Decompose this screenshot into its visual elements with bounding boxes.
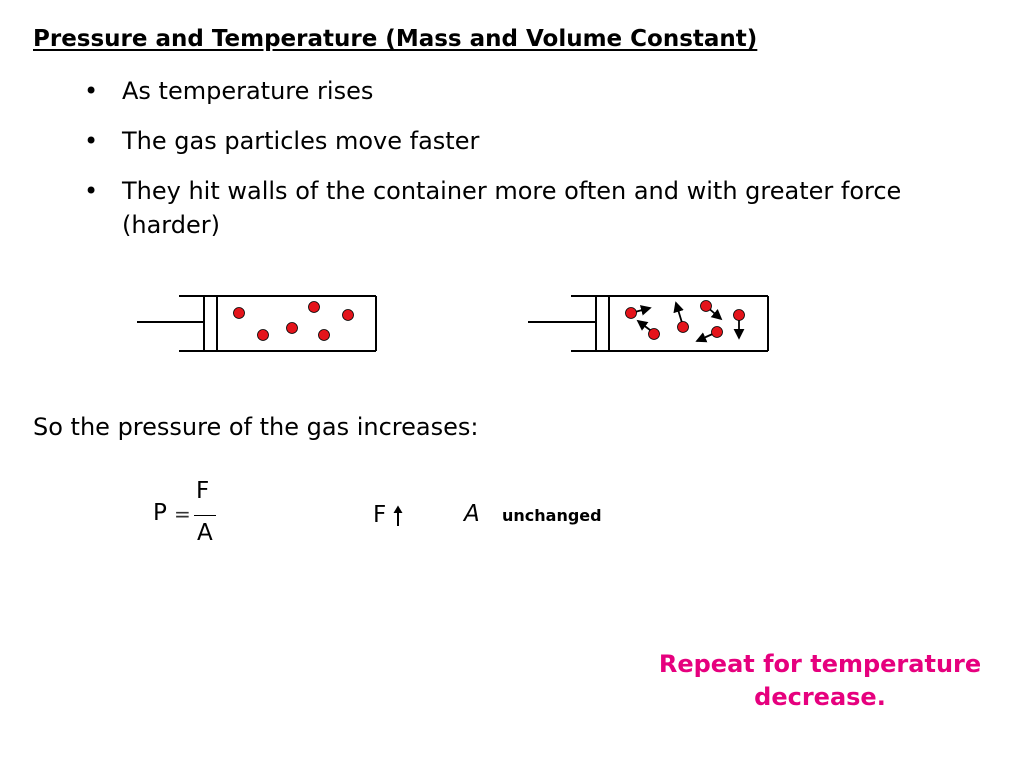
gas-particle [701, 301, 712, 312]
bullet-marker: • [84, 77, 99, 105]
gas-particle [678, 322, 689, 333]
arrow-up-icon [393, 505, 403, 527]
equation-numerator: F [196, 478, 210, 504]
gas-particle [234, 308, 245, 319]
bullet-text: They hit walls of the container more often and with greater force (harder) [122, 177, 902, 239]
force-symbol: F [373, 502, 387, 528]
area-note: unchanged [502, 506, 602, 525]
piston-cylinder [137, 296, 376, 351]
bullet-item [84, 74, 964, 108]
piston-diagram-after [520, 290, 780, 360]
bullet-marker: • [84, 127, 99, 155]
repeat-note: Repeat for temperature decrease. [658, 650, 982, 711]
equation-lhs: P [153, 500, 167, 526]
bullet-item [84, 174, 964, 242]
bullet-text: As temperature rises [122, 77, 374, 105]
gas-particle [712, 327, 723, 338]
piston-diagram-before [130, 290, 390, 360]
gas-particle [734, 310, 745, 321]
bullet-item [84, 124, 964, 158]
gas-particle [649, 329, 660, 340]
bullet-list [84, 74, 964, 258]
summary-text: So the pressure of the gas increases: [33, 413, 479, 441]
equals-sign: = [174, 502, 191, 526]
fraction-bar [194, 515, 216, 516]
gas-particles [234, 302, 354, 341]
gas-particles [626, 301, 745, 340]
gas-particle [287, 323, 298, 334]
page-title: Pressure and Temperature (Mass and Volume Constant) [33, 26, 758, 52]
gas-particle [626, 308, 637, 319]
bullet-marker: • [84, 177, 99, 205]
gas-particle [343, 310, 354, 321]
piston-cylinder [528, 296, 768, 351]
gas-particle [319, 330, 330, 341]
pressure-equation [150, 478, 230, 550]
gas-particle [258, 330, 269, 341]
bullet-text: The gas particles move faster [122, 127, 480, 155]
gas-particle [309, 302, 320, 313]
area-symbol: A [464, 501, 480, 527]
equation-denominator: A [197, 520, 213, 546]
